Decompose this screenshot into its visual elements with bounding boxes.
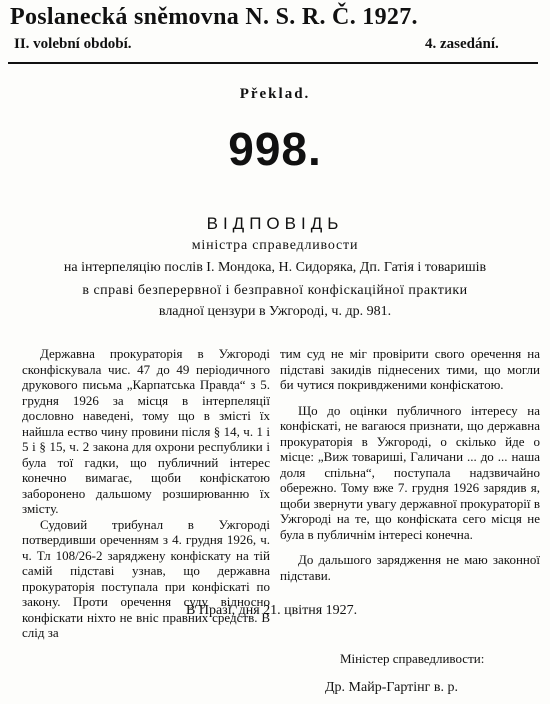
response-subtitle-2: на інтерпеляцію послів І. Мондока, Н. Сидоряка, Дп. Гатія і товаришів [63,260,487,275]
response-title: ВІДПОВІДЬ [206,214,344,233]
signatory-title: Міністер справедливости: [340,651,485,666]
body-paragraph: Державна прокураторія в Ужгороді сконфіскувала чис. 47 до 49 періодичного друкового письма „Карпатська Правда“ з 5. грудня 1926 за місця в інтерпеляції дословно наведені, тому що в змісті їх найшла ество чину провини після § 14, ч. 1 і 5 і § 15, ч. 2 закона для охрони республики і була тої гадки, що публичний інтерес конечно вимагає, щоби конфіскатою заборонено дальшому розширюванню їх змісту. [22,346,270,516]
body-paragraph: Що до оцінки публичного інтересу на конфіскаті, не вагаюся признати, що державна прокураторія в Ужгороді, о скілько йде о місце: „Виж товариші, Галичани ... до ... наша доля спільна“, поступала надзвичайно обережно. Тому вже 7. грудня 1926 зарядив я, щоби звернути увагу державної прокураторії в Ужгороді на те, що конфіската сего місця не була в публичнім інтересі конечна. [280,402,540,542]
place-date: В Празі, дня 21. цвітня 1927. [186,603,358,618]
translation-label: Překlad. [239,86,311,102]
response-subtitle-1: міністра справедливости [191,238,359,253]
body-paragraph: До дальшого зарядження не маю законної підстави. [280,552,540,583]
body-paragraph: тим суд не міг провірити свого оречення на підставі закидів піднесених тими, що могли би чутися покривдженими конфіскатою. [280,346,540,392]
electoral-period: II. volební období. [14,36,132,52]
header-divider [8,62,538,64]
document-number: 998. [228,123,322,175]
chamber-title: Poslanecká sněmovna N. S. R. Č. 1927. [10,4,418,30]
body-paragraph: Судовий трибунал в Ужгороді потвердивши ореченням з 4. грудня 1926, ч. ч. Тл 108/26-2 заряджену конфіскату на тій самій підставі узнав, що державна прокураторія поступала при конфіскаті по закону. Проти оречення суду відносно конфіскати ніхто не вніс правних средств. В слід за [22,516,270,640]
session-number: 4. zasedání. [425,36,499,52]
body-left-column [22,346,270,641]
response-subtitle-3: в справі безперервної і безправної конфіскаційної практики [82,283,468,298]
signatory-name: Др. Майр-Гартінг в. р. [325,680,458,695]
body-right-column [280,346,540,583]
response-subtitle-4: владної цензури в Ужгороді, ч. др. 981. [158,304,392,319]
